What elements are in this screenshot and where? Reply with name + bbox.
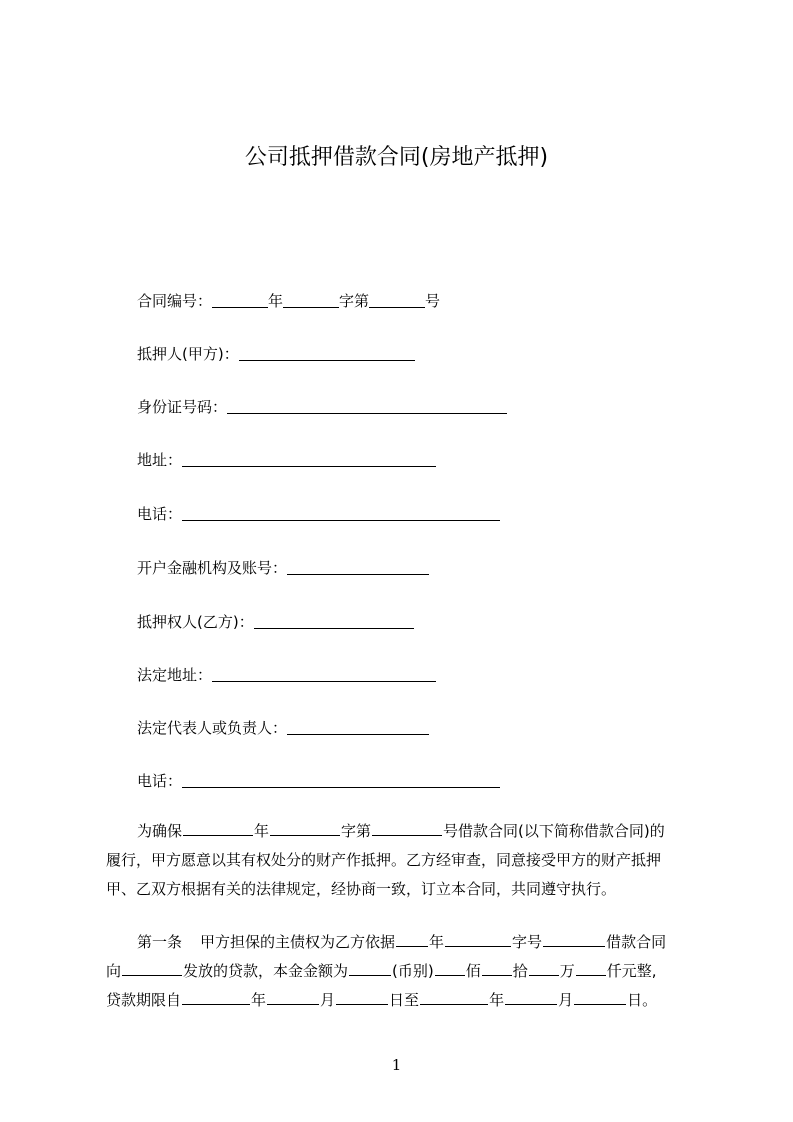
bank-account-label: 开户金融机构及账号： bbox=[137, 559, 288, 577]
article-1-blank-5[interactable] bbox=[349, 959, 391, 976]
article-1-text-17: 月 bbox=[558, 991, 574, 1009]
article-1-blank-15[interactable] bbox=[574, 988, 626, 1005]
article-1-blank-8[interactable] bbox=[529, 959, 559, 976]
preamble-blank-3[interactable] bbox=[372, 819, 442, 836]
legal-address-label: 法定地址： bbox=[137, 666, 213, 684]
address-blank[interactable] bbox=[182, 450, 436, 467]
phone-blank[interactable] bbox=[182, 504, 500, 521]
article-1-text-8: 佰 bbox=[465, 962, 481, 980]
phone2-blank[interactable] bbox=[182, 771, 500, 788]
preamble-text-3: 字第 bbox=[341, 822, 372, 840]
article-1-blank-12[interactable] bbox=[336, 988, 388, 1005]
article-1-blank-9[interactable] bbox=[576, 959, 606, 976]
article-1-blank-6[interactable] bbox=[435, 959, 465, 976]
legal-rep-label: 法定代表人或负责人： bbox=[137, 719, 288, 737]
legal-rep-blank[interactable] bbox=[287, 718, 429, 735]
legal-address-line bbox=[137, 664, 436, 686]
preamble-blank-2[interactable] bbox=[270, 819, 340, 836]
address-line bbox=[137, 449, 436, 471]
article-1-text-1: 甲方担保的主债权为乙方依据 bbox=[200, 933, 396, 951]
article-1-blank-10[interactable] bbox=[182, 988, 250, 1005]
phone-line bbox=[137, 503, 500, 525]
bank-account-blank[interactable] bbox=[287, 558, 429, 575]
article-1-blank-4[interactable] bbox=[122, 959, 182, 976]
article-1-text-3: 字号 bbox=[512, 933, 543, 951]
id-number-line bbox=[137, 396, 507, 418]
phone-label: 电话： bbox=[137, 505, 183, 523]
contract-number-zi: 字第 bbox=[339, 292, 370, 310]
article-1-text-5: 向 bbox=[106, 962, 122, 980]
preamble-line-2: 履行，甲方愿意以其有权处分的财产作抵押。乙方经审查，同意接受甲方的财产抵押 bbox=[106, 851, 662, 869]
legal-address-blank[interactable] bbox=[212, 665, 436, 682]
page-number: 1 bbox=[391, 1056, 402, 1074]
article-1-text-12: 贷款期限自 bbox=[106, 991, 182, 1009]
article-1-text-9: 拾 bbox=[512, 962, 528, 980]
mortgagor-line bbox=[137, 343, 415, 365]
article-1-text-15: 日至 bbox=[389, 991, 420, 1009]
article-1-blank-2[interactable] bbox=[445, 930, 511, 947]
article-1-text-16: 年 bbox=[489, 991, 505, 1009]
contract-number-year: 年 bbox=[268, 292, 284, 310]
contract-number-blank-3[interactable] bbox=[369, 291, 425, 308]
phone2-label: 电话： bbox=[137, 772, 183, 790]
document-title: 公司抵押借款合同(房地产抵押) bbox=[244, 145, 549, 170]
preamble-text-1: 为确保 bbox=[137, 822, 183, 840]
article-1-paragraph bbox=[106, 928, 706, 1015]
article-1-text-2: 年 bbox=[429, 933, 445, 951]
article-1-blank-1[interactable] bbox=[396, 930, 428, 947]
preamble-blank-1[interactable] bbox=[183, 819, 253, 836]
article-1-blank-13[interactable] bbox=[420, 988, 488, 1005]
phone2-line bbox=[137, 770, 500, 792]
mortgagee-blank[interactable] bbox=[254, 612, 414, 629]
preamble-paragraph bbox=[106, 817, 706, 904]
article-1-heading: 第一条 bbox=[137, 933, 183, 951]
id-number-blank[interactable] bbox=[227, 397, 507, 414]
preamble-text-2: 年 bbox=[254, 822, 270, 840]
article-1-blank-11[interactable] bbox=[267, 988, 319, 1005]
article-1-text-11: 仟元整, bbox=[606, 962, 657, 980]
mortgagor-blank[interactable] bbox=[239, 344, 415, 361]
id-number-label: 身份证号码： bbox=[137, 398, 228, 416]
contract-number-hao: 号 bbox=[425, 292, 441, 310]
contract-number-line bbox=[137, 290, 440, 312]
contract-number-label: 合同编号： bbox=[137, 292, 213, 310]
article-1-text-4: 借款合同 bbox=[606, 933, 667, 951]
mortgagee-label: 抵押权人(乙方)： bbox=[137, 613, 254, 631]
mortgagor-label: 抵押人(甲方)： bbox=[137, 345, 239, 363]
preamble-line-3: 甲、乙双方根据有关的法律规定，经协商一致，订立本合同，共同遵守执行。 bbox=[106, 880, 617, 898]
legal-rep-line bbox=[137, 717, 429, 739]
article-1-text-13: 年 bbox=[251, 991, 267, 1009]
contract-number-blank-2[interactable] bbox=[283, 291, 339, 308]
mortgagee-line bbox=[137, 611, 414, 633]
article-1-blank-7[interactable] bbox=[482, 959, 512, 976]
address-label: 地址： bbox=[137, 451, 183, 469]
article-1-text-10: 万 bbox=[559, 962, 575, 980]
article-1-text-14: 月 bbox=[320, 991, 336, 1009]
article-1-text-6: 发放的贷款，本金金额为 bbox=[183, 962, 349, 980]
bank-account-line bbox=[137, 557, 429, 579]
contract-number-blank-1[interactable] bbox=[212, 291, 268, 308]
preamble-text-4: 号借款合同(以下简称借款合同)的 bbox=[443, 822, 665, 840]
article-1-blank-14[interactable] bbox=[505, 988, 557, 1005]
article-1-text-18: 日。 bbox=[627, 991, 658, 1009]
article-1-blank-3[interactable] bbox=[543, 930, 605, 947]
article-1-text-7: (币别) bbox=[392, 962, 434, 980]
